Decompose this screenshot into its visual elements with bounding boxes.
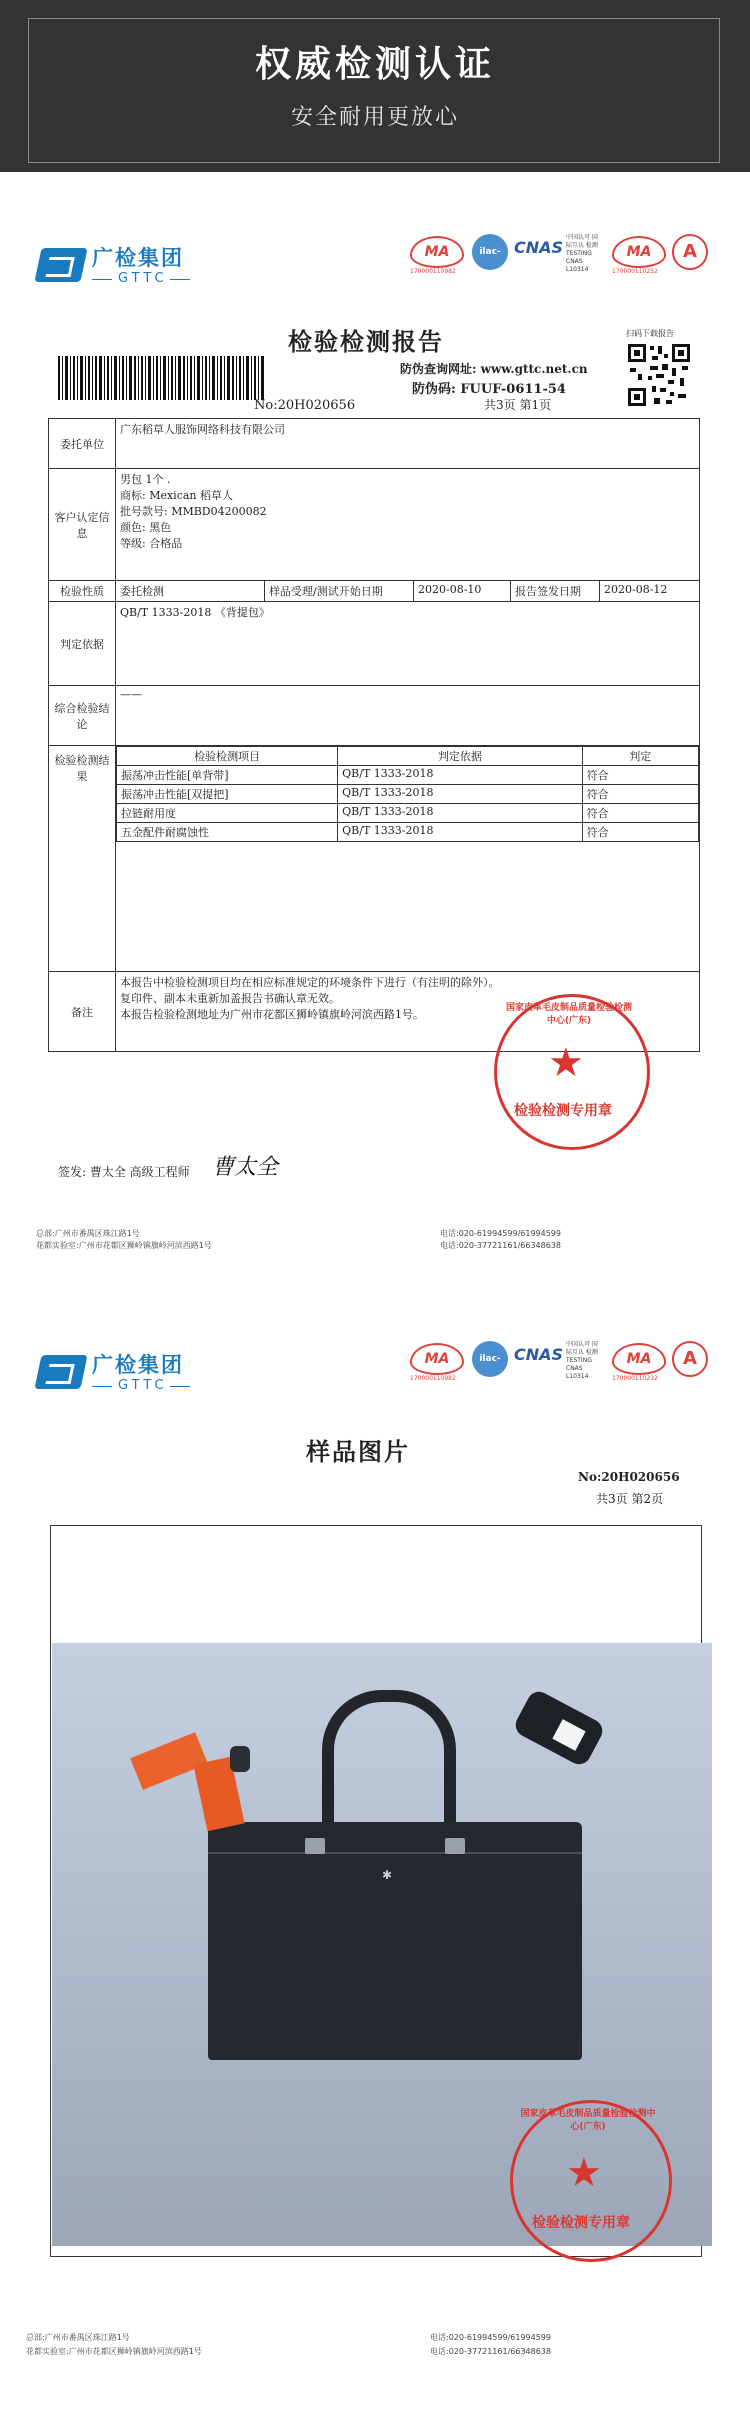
report-table (48, 418, 700, 1052)
ilac-mra-icon: ilac-MRA (472, 234, 508, 270)
bag-zipper-line (208, 1852, 582, 1854)
remark-label: 备注 (49, 972, 116, 1052)
qr-caption: 扫码下载报告 (626, 329, 674, 338)
start-date-label: 样品受理/测试开始日期 (265, 581, 414, 602)
cal-seal-2-icon: A (672, 1341, 708, 1377)
footer-address-1: 总部:广州市番禺区珠江路1号 (36, 1229, 140, 1238)
issue-date-label: 报告签发日期 (511, 581, 600, 602)
result-item: 拉链耐用度 (117, 804, 338, 823)
table-row (117, 804, 699, 823)
results-label: 检验检测结果 (49, 746, 116, 972)
cma-number-3: 170000110982 (410, 1375, 456, 1382)
result-verdict: 符合 (582, 804, 698, 823)
footer-phone-1: 电话:020-61994599/61994599 (440, 1229, 561, 1238)
company-name-en: GTTC (118, 271, 168, 286)
table-row (117, 823, 699, 842)
remark-line: 复印件、副本未重新加盖报告书确认章无效。 (120, 992, 340, 1005)
cnas-logo-icon: CNAS (514, 238, 564, 257)
stamp-text: 国家皮革毛皮制品质量检验检测中心(广东) (505, 1003, 632, 1026)
company-name-en-2: GTTC (118, 1378, 168, 1393)
issue-date-value: 2020-08-12 (600, 581, 700, 602)
report-number: No:20H020656 (254, 398, 356, 413)
banner-title: 权威检测认证 (254, 44, 495, 85)
footer-phone-4: 电话:020-37721161/66348638 (430, 2347, 551, 2356)
basis-value: QB/T 1333-2018 《背提包》 (116, 602, 700, 686)
nature-value: 委托检测 (116, 581, 265, 602)
results-table (116, 746, 699, 842)
result-basis: QB/T 1333-2018 (338, 804, 582, 823)
result-item: 振荡冲击性能[双提把] (117, 785, 338, 804)
nature-label: 检验性质 (49, 581, 116, 602)
sample-line: 批号款号: MMBD04200082 (120, 505, 267, 518)
client-value: 广东稻草人服饰网络科技有限公司 (116, 419, 700, 469)
result-item: 五金配件耐腐蚀性 (117, 823, 338, 842)
result-basis: QB/T 1333-2018 (338, 823, 582, 842)
bag-buckle-left-icon (305, 1838, 325, 1854)
key-fob-icon (230, 1746, 250, 1772)
sample-pages: 共3页 第2页 (596, 1492, 664, 1506)
gttc-logo-2-icon (34, 1355, 87, 1389)
stamp-bottom-text-2: 检验检测专用章 (532, 2215, 630, 2231)
sample-page-title: 样品图片 (306, 1437, 410, 1466)
conclusion-label: 综合检验结论 (49, 686, 116, 746)
stamp-star-icon: ★ (548, 1040, 584, 1086)
result-item: 振荡冲击性能[单背带] (117, 766, 338, 785)
results-cell (116, 746, 700, 972)
cma-seal-4-icon: MA (612, 1343, 666, 1375)
remark-line: 本报告中检验检测项目均在相应标准规定的环境条件下进行（有注明的除外）。 (120, 976, 500, 989)
cma-number: 170000110982 (410, 268, 456, 275)
sample-info (116, 469, 700, 581)
stamp-text-2: 国家皮革毛皮制品质量检验检测中心(广东) (520, 2109, 656, 2132)
report-title: 检验检测报告 (288, 327, 444, 356)
qr-code-icon[interactable] (626, 342, 692, 408)
briefcase-icon (208, 1822, 582, 2060)
start-date-value: 2020-08-10 (414, 581, 511, 602)
bag-buckle-right-icon (445, 1838, 465, 1854)
conclusion-value: —— (116, 686, 700, 746)
footer-address-4: 花都实验室:广州市花都区狮岭镇旗岭河滨西路1号 (26, 2347, 202, 2356)
stamp-star-2-icon: ★ (566, 2150, 602, 2196)
anti-fake-site: 防伪查询网址: www.gttc.net.cn (400, 362, 588, 376)
banner-subtitle: 安全耐用更放心 (290, 105, 459, 130)
anti-fake-code: 防伪码: FUUF-0611-54 (412, 382, 566, 397)
signer-line: 签发: 曹太全 高级工程师 (58, 1165, 190, 1179)
cma-seal-icon: MA (410, 236, 464, 268)
cnas-caption: 中国认可 国际互认 检测 TESTING CNAS L10314 (566, 234, 598, 273)
cal-seal-icon: A (672, 234, 708, 270)
logo-rule-left (92, 279, 112, 280)
sample-line: 商标: Mexican 稻草人 (120, 489, 233, 502)
client-label: 委托单位 (49, 419, 116, 469)
cma-number-4: 170000110232 (612, 1375, 658, 1382)
basis-label: 判定依据 (49, 602, 116, 686)
company-name-cn-2: 广检集团 (92, 1353, 184, 1377)
result-basis: QB/T 1333-2018 (338, 766, 582, 785)
cma-seal-3-icon: MA (410, 1343, 464, 1375)
sample-line: 等级: 合格品 (120, 537, 183, 550)
results-header-item: 检验检测项目 (117, 747, 338, 766)
logo-rule-right-2 (170, 1386, 190, 1387)
sample-report-number: No:20H020656 (578, 1470, 680, 1484)
sample-label: 客户认定信息 (49, 469, 116, 581)
footer-phone-3: 电话:020-61994599/61994599 (430, 2333, 551, 2342)
cnas-logo-2-icon: CNAS (514, 1345, 564, 1364)
cma-number-2: 170000110232 (612, 268, 658, 275)
remark-line: 本报告检验检测地址为广州市花都区狮岭镇旗岭河滨西路1号。 (120, 1008, 424, 1021)
ilac-mra-2-icon: ilac-MRA (472, 1341, 508, 1377)
gttc-logo-icon (34, 248, 87, 282)
logo-rule-right (170, 279, 190, 280)
table-row (117, 766, 699, 785)
sample-line: 男包 1个 . (120, 473, 171, 486)
table-row (117, 785, 699, 804)
sample-line: 颜色: 黑色 (120, 521, 172, 534)
handwritten-signature: 曹太全 (212, 1155, 279, 1180)
result-basis: QB/T 1333-2018 (338, 785, 582, 804)
barcode-icon (58, 356, 266, 400)
stamp-bottom-text: 检验检测专用章 (514, 1103, 612, 1119)
company-name-cn: 广检集团 (92, 246, 184, 270)
results-header-basis: 判定依据 (338, 747, 582, 766)
footer-address-2: 花都实验室:广州市花都区狮岭镇旗岭河滨西路1号 (36, 1241, 212, 1250)
result-verdict: 符合 (582, 823, 698, 842)
report-pages: 共3页 第1页 (484, 398, 552, 412)
result-verdict: 符合 (582, 766, 698, 785)
cma-seal-2-icon: MA (612, 236, 666, 268)
footer-phone-2: 电话:020-37721161/66348638 (440, 1241, 561, 1250)
results-header-verdict: 判定 (582, 747, 698, 766)
logo-rule-left-2 (92, 1386, 112, 1387)
cnas-caption-2: 中国认可 国际互认 检测 TESTING CNAS L10314 (566, 1341, 598, 1380)
bag-logo-icon: ✱ (382, 1868, 393, 1882)
result-verdict: 符合 (582, 785, 698, 804)
footer-address-3: 总部:广州市番禺区珠江路1号 (26, 2333, 130, 2342)
